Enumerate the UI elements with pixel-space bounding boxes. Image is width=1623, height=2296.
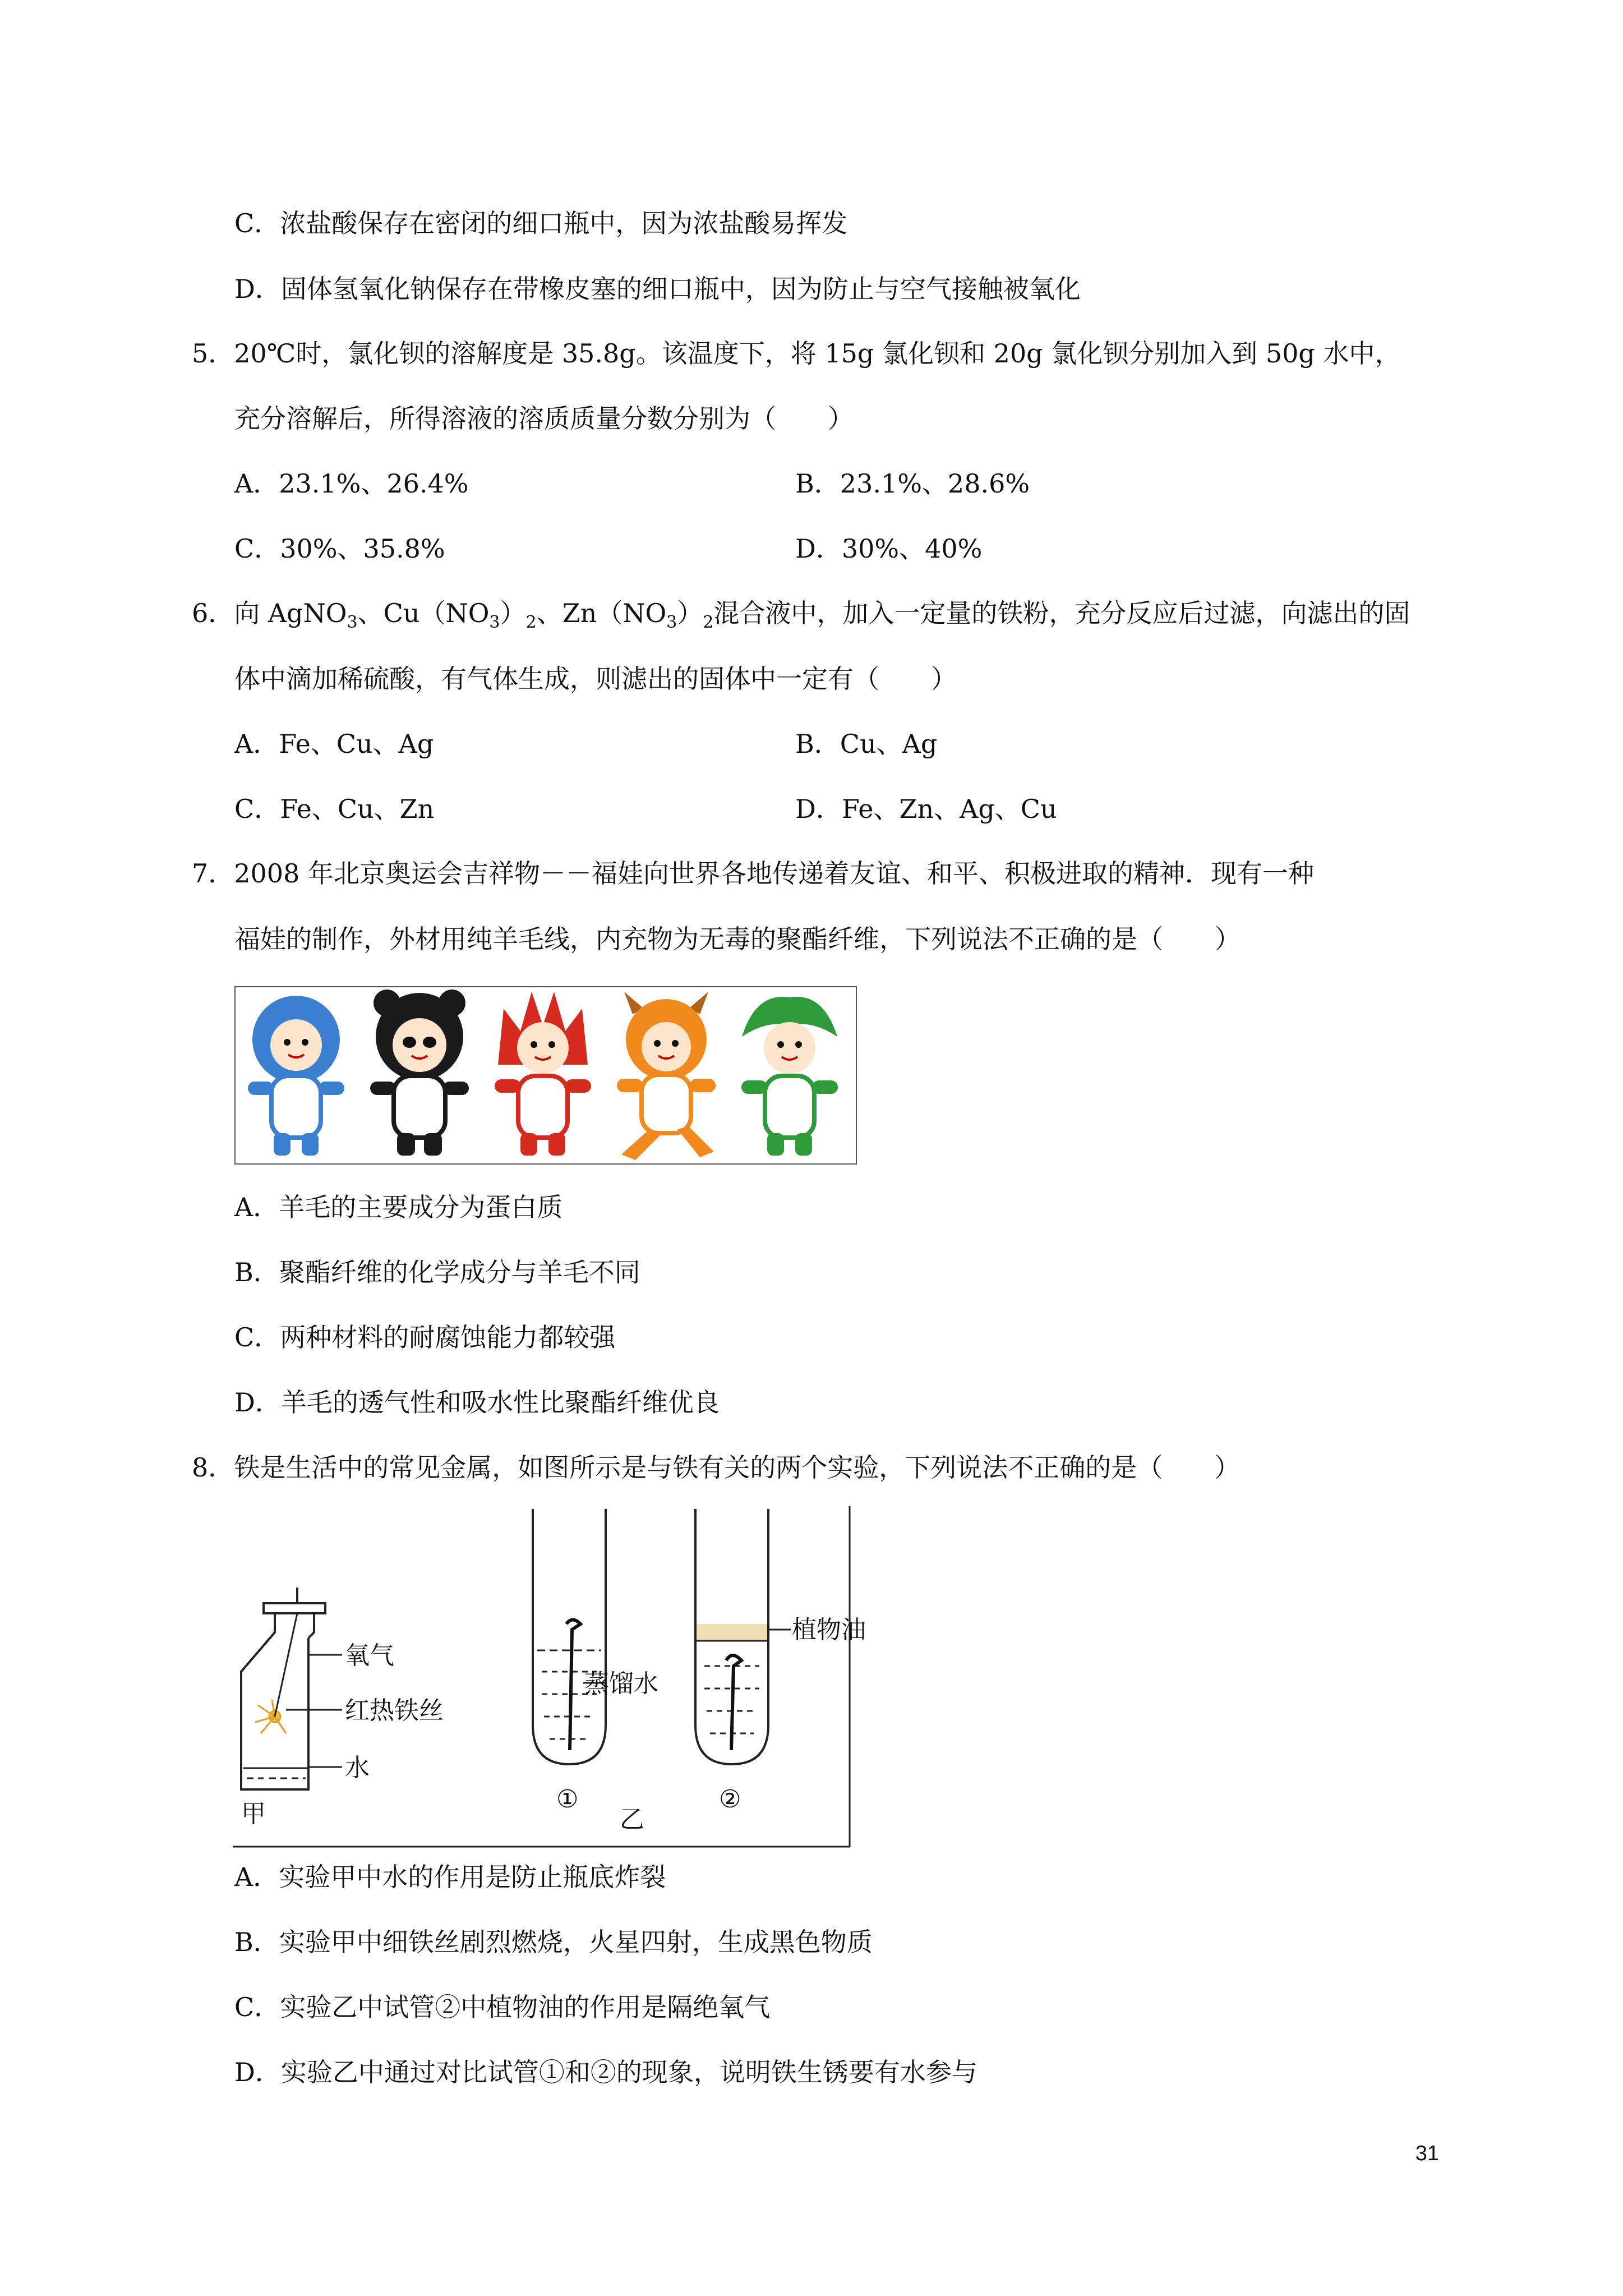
label-vegetable-oil: 植物油 (792, 1616, 866, 1644)
q5-option-b: B．23.1%、28.6% (795, 468, 1030, 499)
q8-stem-line1: 8．铁是生活中的常见金属，如图所示是与铁有关的两个实验，下列说法不正确的是（ ） (192, 1452, 1241, 1483)
q6-option-c: C．Fe、Cu、Zn (234, 794, 435, 824)
q6-option-b: B．Cu、Ag (795, 729, 938, 759)
jar-leader-lines (286, 1655, 342, 1767)
page-number: 31 (1415, 2142, 1439, 2165)
red-hot-wire-sparks (255, 1700, 286, 1733)
q7-option-b: B．聚酯纤维的化学成分与羊毛不同 (234, 1257, 640, 1287)
fuwa-mascots-image (234, 986, 857, 1165)
q7-option-a: A．羊毛的主要成分为蛋白质 (234, 1192, 563, 1222)
label-red-hot-wire: 红热铁丝 (345, 1696, 444, 1725)
q5-option-c: C．30%、35.8% (234, 533, 445, 564)
label-water: 水 (345, 1754, 370, 1782)
q7-stem-line1: 7．2008 年北京奥运会吉祥物－－福娃向世界各地传递着友谊、和平、积极进取的精神．现有一种 (192, 858, 1314, 889)
q6-stem-line2: 体中滴加稀硫酸，有气体生成，则滤出的固体中一定有（ ） (234, 664, 957, 694)
q5-stem-line2: 充分溶解后，所得溶液的溶质质量分数分别为（ ） (234, 403, 854, 434)
q5-stem-line1: 5．20℃时，氯化钡的溶解度是 35.8g。该温度下，将 15g 氯化钡和 20g 氯化钡分别加入到 50g 水中， (192, 338, 1401, 369)
label-tube-2: ② (719, 1785, 741, 1814)
label-tube-1: ① (556, 1785, 579, 1814)
label-jia: 甲 (241, 1800, 266, 1828)
jar-water (243, 1768, 308, 1778)
label-yi: 乙 (620, 1805, 644, 1834)
label-oxygen: 氧气 (345, 1641, 394, 1670)
q4-option-d: D．固体氢氧化钠保存在带橡皮塞的细口瓶中，因为防止与空气接触被氧化 (234, 274, 1081, 304)
oil-layer (697, 1624, 767, 1641)
q6-option-a: A．Fe、Cu、Ag (234, 729, 434, 759)
q8-option-b: B．实验甲中细铁丝剧烈燃烧，火星四射，生成黑色物质 (234, 1927, 873, 1957)
gas-jar (241, 1588, 325, 1789)
tube2-nail (726, 1655, 741, 1750)
q5-option-a: A．23.1%、26.4% (234, 468, 469, 499)
q6-stem-line1: 6．向 AgNO$_3$、$Cu(NO_3)_2$、$Zn(NO_3)_2$混合液中，加入一定量的铁粉，充分反应后过滤，向滤出的固 (192, 598, 1410, 632)
q4-option-c: C．浓盐酸保存在密闭的细口瓶中，因为浓盐酸易挥发 (234, 208, 848, 238)
iron-experiment-figure (230, 1503, 866, 1851)
q8-option-d: D．实验乙中通过对比试管①和②的现象，说明铁生锈要有水参与 (234, 2057, 978, 2087)
label-distilled-water: 蒸馏水 (584, 1669, 658, 1698)
q6-option-d: D．Fe、Zn、Ag、Cu (795, 794, 1057, 824)
q8-option-c: C．实验乙中试管②中植物油的作用是隔绝氧气 (234, 1992, 771, 2022)
q7-stem-line2: 福娃的制作，外材用纯羊毛线，内充物为无毒的聚酯纤维，下列说法不正确的是（ ） (234, 924, 1241, 954)
tube1-nail (566, 1620, 580, 1751)
q7-option-d: D．羊毛的透气性和吸水性比聚酯纤维优良 (234, 1387, 720, 1418)
q8-option-a: A．实验甲中水的作用是防止瓶底炸裂 (234, 1862, 666, 1892)
q7-option-c: C．两种材料的耐腐蚀能力都较强 (234, 1322, 616, 1352)
q5-option-d: D．30%、40% (795, 533, 983, 564)
